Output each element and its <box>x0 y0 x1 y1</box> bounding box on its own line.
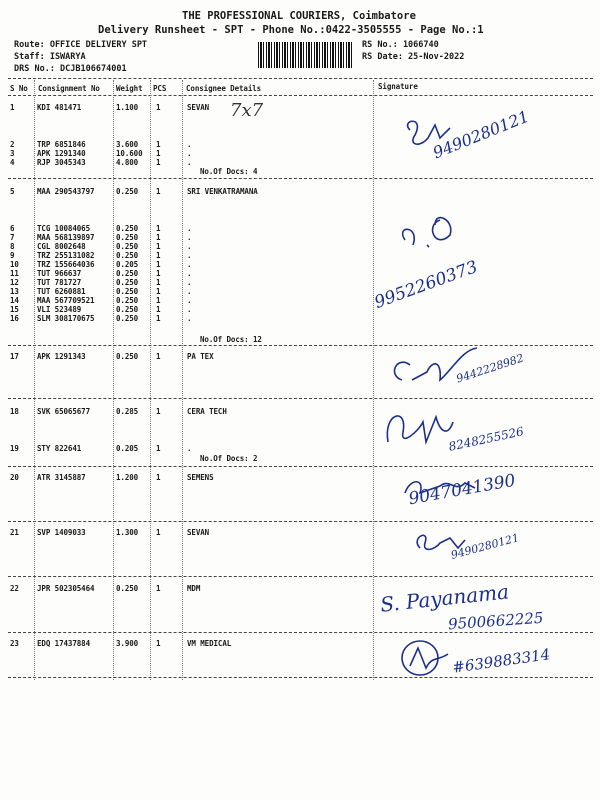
doc-count: No.Of Docs: 12 <box>200 335 262 344</box>
drs-number: DRS No.: DCJB106674001 <box>14 64 127 74</box>
header-top-rule <box>8 78 593 79</box>
group-rule <box>8 466 593 467</box>
pcs-value: 1 <box>156 473 161 482</box>
weight-value: 1.200 <box>116 473 139 482</box>
pcs-value: 1 <box>156 278 161 287</box>
group-rule <box>8 576 593 577</box>
consignment-number: TUT 6260881 <box>37 287 86 296</box>
pcs-value: 1 <box>156 158 161 167</box>
weight-value: 0.250 <box>116 251 139 260</box>
group-rule <box>8 345 593 346</box>
handwritten-phone: 9490280121 <box>449 531 521 562</box>
consignee-name: . <box>187 260 192 269</box>
row-sno: 11 <box>10 269 19 278</box>
row-sno: 2 <box>10 140 15 149</box>
column-divider <box>182 80 183 680</box>
consignment-number: MAA 568139897 <box>37 233 95 242</box>
row-sno: 16 <box>10 314 19 323</box>
consignment-number: MAA 290543797 <box>37 187 95 196</box>
consignee-name: . <box>187 149 192 158</box>
consignee-name: SEMENS <box>187 473 214 482</box>
weight-value: 10.600 <box>116 149 143 158</box>
weight-value: 0.285 <box>116 407 139 416</box>
pcs-value: 1 <box>156 444 161 453</box>
row-sno: 17 <box>10 352 19 361</box>
weight-value: 3.900 <box>116 639 139 648</box>
pcs-value: 1 <box>156 314 161 323</box>
row-sno: 13 <box>10 287 19 296</box>
consignee-name: . <box>187 224 192 233</box>
pcs-value: 1 <box>156 296 161 305</box>
consignee-name: . <box>187 287 192 296</box>
consignment-number: TRZ 255131082 <box>37 251 95 260</box>
consignment-number: TUT 781727 <box>37 278 82 287</box>
consignment-number: SVP 1409033 <box>37 528 86 537</box>
row-sno: 4 <box>10 158 15 167</box>
consignee-name: SRI VENKATRAMANA <box>187 187 258 196</box>
consignment-number: TRP 6851846 <box>37 140 86 149</box>
weight-value: 0.250 <box>116 584 139 593</box>
doc-count: No.Of Docs: 2 <box>200 454 258 463</box>
consignee-name: PA TEX <box>187 352 214 361</box>
group-rule <box>8 677 593 678</box>
group-rule <box>8 398 593 399</box>
pcs-value: 1 <box>156 103 161 112</box>
rs-number: RS No.: 1066740 <box>362 40 439 50</box>
consignment-number: SVK 65065677 <box>37 407 90 416</box>
consignee-name: . <box>187 242 192 251</box>
consignee-name: . <box>187 444 192 453</box>
row-sno: 15 <box>10 305 19 314</box>
doc-count: No.Of Docs: 4 <box>200 167 258 176</box>
consignment-number: KDI 481471 <box>37 103 82 112</box>
consignment-number: TUT 966637 <box>37 269 82 278</box>
row-sno: 22 <box>10 584 19 593</box>
weight-value: 0.250 <box>116 305 139 314</box>
weight-value: 0.250 <box>116 242 139 251</box>
consignment-number: APK 1291343 <box>37 352 86 361</box>
row-sno: 6 <box>10 224 15 233</box>
signature-scribble <box>395 205 475 255</box>
consignment-number: STY 822641 <box>37 444 82 453</box>
row-sno: 19 <box>10 444 19 453</box>
consignee-name: . <box>187 251 192 260</box>
consignment-number: VLI 523489 <box>37 305 82 314</box>
col-sno: S No <box>10 84 28 93</box>
consignee-name: VM MEDICAL <box>187 639 232 648</box>
pcs-value: 1 <box>156 269 161 278</box>
row-sno: 21 <box>10 528 19 537</box>
weight-value: 1.300 <box>116 528 139 537</box>
consignee-name: SEVAN <box>187 103 210 112</box>
weight-value: 0.250 <box>116 269 139 278</box>
consignment-number: MAA 567709521 <box>37 296 95 305</box>
col-weight: Weight <box>116 84 143 93</box>
row-sno: 5 <box>10 187 15 196</box>
consignee-name: . <box>187 158 192 167</box>
pcs-value: 1 <box>156 287 161 296</box>
consignee-name: . <box>187 296 192 305</box>
barcode <box>258 42 354 68</box>
consignment-number: ATR 3145887 <box>37 473 86 482</box>
row-sno: 8 <box>10 242 15 251</box>
row-sno: 12 <box>10 278 19 287</box>
weight-value: 0.205 <box>116 260 139 269</box>
pcs-value: 1 <box>156 639 161 648</box>
weight-value: 0.250 <box>116 287 139 296</box>
consignee-name: . <box>187 314 192 323</box>
weight-value: 0.250 <box>116 278 139 287</box>
col-consignment: Consignment No <box>38 84 100 93</box>
consignee-name: SEVAN <box>187 528 210 537</box>
consignee-name: CERA TECH <box>187 407 227 416</box>
runsheet-title: Delivery Runsheet - SPT - Phone No.:0422-3505555 - Page No.:1 <box>98 24 484 36</box>
consignee-name: MDM <box>187 584 201 593</box>
signature-scribble <box>398 636 458 681</box>
handwritten-phone: #639883314 <box>451 645 552 677</box>
pcs-value: 1 <box>156 407 161 416</box>
weight-value: 0.250 <box>116 296 139 305</box>
weight-value: 0.250 <box>116 233 139 242</box>
consignee-name: . <box>187 233 192 242</box>
company-title: THE PROFESSIONAL COURIERS, Coimbatore <box>182 10 416 22</box>
consignment-number: EDQ 17437884 <box>37 639 90 648</box>
consignment-number: RJP 3045343 <box>37 158 86 167</box>
column-divider <box>34 80 35 680</box>
consignee-name: . <box>187 269 192 278</box>
row-sno: 1 <box>10 103 15 112</box>
row-sno: 3 <box>10 149 15 158</box>
group-rule <box>8 632 593 633</box>
pcs-value: 1 <box>156 242 161 251</box>
consignment-number: APK 1291340 <box>37 149 86 158</box>
weight-value: 0.250 <box>116 224 139 233</box>
pcs-value: 1 <box>156 260 161 269</box>
column-divider <box>150 80 151 680</box>
pcs-value: 1 <box>156 187 161 196</box>
handwritten-phone: 9490280121 <box>430 106 532 163</box>
weight-value: 4.800 <box>116 158 139 167</box>
pcs-value: 1 <box>156 251 161 260</box>
weight-value: 0.250 <box>116 314 139 323</box>
handwritten-name: S. Payanama <box>379 579 511 617</box>
weight-value: 3.600 <box>116 140 139 149</box>
col-consignee: Consignee Details <box>186 84 262 93</box>
row-sno: 23 <box>10 639 19 648</box>
consignment-number: SLM 308170675 <box>37 314 95 323</box>
pcs-value: 1 <box>156 352 161 361</box>
consignment-number: CGL 8002648 <box>37 242 86 251</box>
weight-value: 1.100 <box>116 103 139 112</box>
row-sno: 14 <box>10 296 19 305</box>
col-pcs: PCS <box>153 84 167 93</box>
handwritten-phone: 9047041390 <box>407 470 518 510</box>
row-sno: 7 <box>10 233 15 242</box>
group-rule <box>8 521 593 522</box>
rs-date: RS Date: 25-Nov-2022 <box>362 52 465 62</box>
route-label: Route: OFFICE DELIVERY SPT <box>14 40 148 50</box>
pcs-value: 1 <box>156 149 161 158</box>
pcs-value: 1 <box>156 528 161 537</box>
row-sno: 9 <box>10 251 15 260</box>
pcs-value: 1 <box>156 233 161 242</box>
handwritten-phone: 9952260373 <box>371 257 481 313</box>
header-bottom-rule <box>8 95 593 96</box>
handwritten-phone: 8248255526 <box>447 424 525 454</box>
pcs-value: 1 <box>156 584 161 593</box>
weight-value: 0.205 <box>116 444 139 453</box>
row-sno: 20 <box>10 473 19 482</box>
handwritten-note: 7x7 <box>230 100 264 121</box>
handwritten-phone: 9500662225 <box>447 608 544 634</box>
column-divider <box>113 80 114 680</box>
pcs-value: 1 <box>156 140 161 149</box>
row-sno: 10 <box>10 260 19 269</box>
col-signature: Signature <box>378 82 418 91</box>
pcs-value: 1 <box>156 305 161 314</box>
weight-value: 0.250 <box>116 187 139 196</box>
consignment-number: JPR 502305464 <box>37 584 95 593</box>
consignment-number: TRZ 155664036 <box>37 260 95 269</box>
consignee-name: . <box>187 305 192 314</box>
pcs-value: 1 <box>156 224 161 233</box>
column-divider <box>373 80 374 680</box>
consignee-name: . <box>187 278 192 287</box>
consignment-number: TCG 10084065 <box>37 224 90 233</box>
weight-value: 0.250 <box>116 352 139 361</box>
consignee-name: . <box>187 140 192 149</box>
row-sno: 18 <box>10 407 19 416</box>
handwritten-phone: 9442228982 <box>454 351 526 386</box>
staff-label: Staff: ISWARYA <box>14 52 86 62</box>
